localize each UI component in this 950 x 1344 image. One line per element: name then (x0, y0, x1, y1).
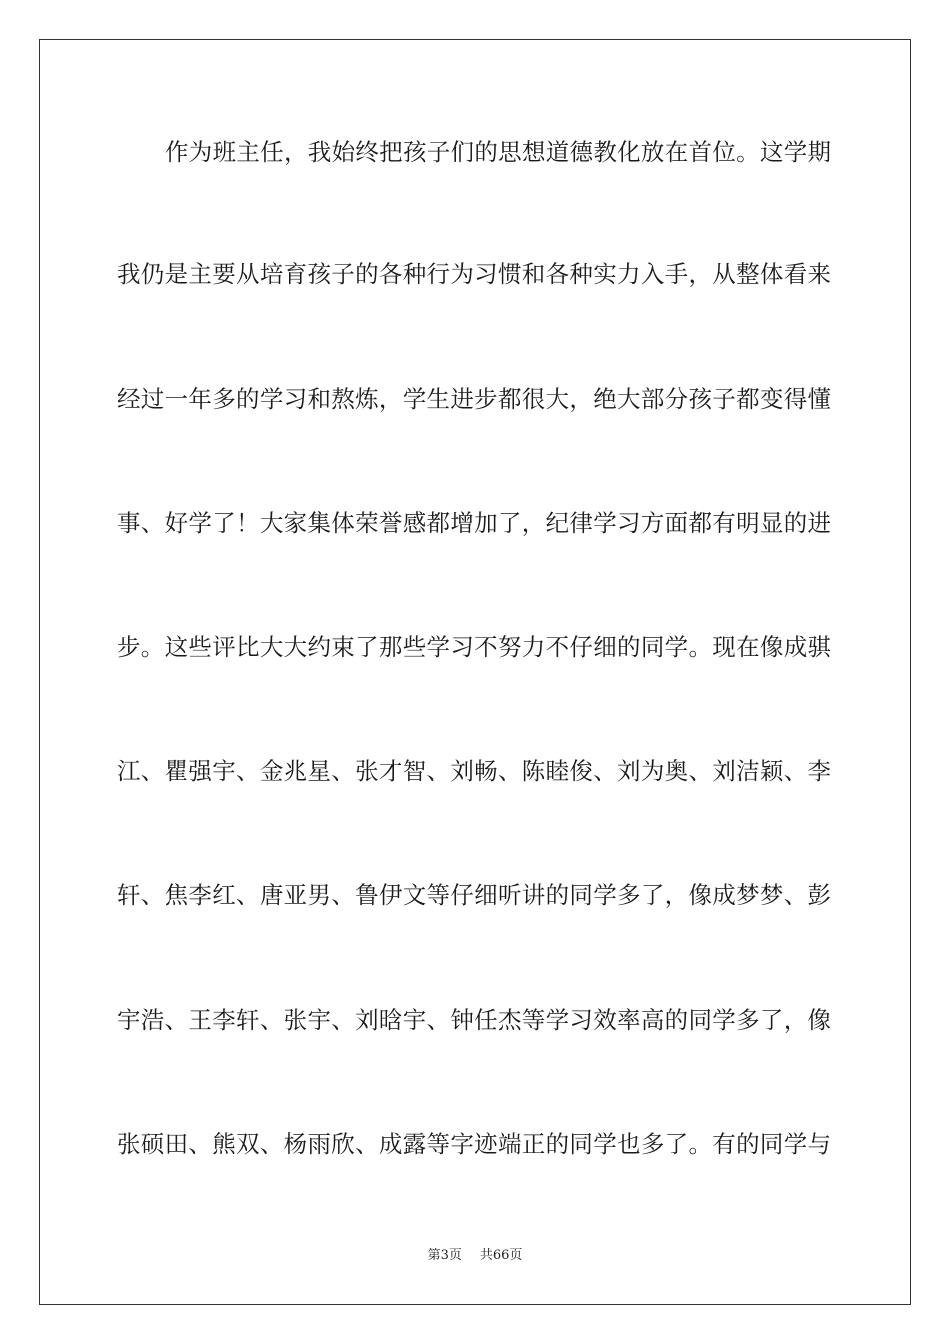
paragraph-line: 宇浩、王李轩、张宇、刘晗宇、钟任杰等学习效率高的同学多了，像 (117, 1006, 831, 1034)
paragraph-line: 轩、焦李红、唐亚男、鲁伊文等仔细听讲的同学多了，像成梦梦、彭 (117, 881, 831, 909)
page-total: 共66页 (479, 1248, 523, 1263)
paragraph-line: 江、瞿强宇、金兆星、张才智、刘畅、陈睦俊、刘为奥、刘洁颖、李 (117, 757, 831, 785)
page-footer (0, 1247, 950, 1265)
page-number: 第3页 (427, 1248, 462, 1263)
paragraph-line: 事、好学了！大家集体荣誉感都增加了，纪律学习方面都有明显的进 (117, 509, 831, 537)
page-border (39, 39, 911, 1305)
paragraph-line: 我仍是主要从培育孩子的各种行为习惯和各种实力入手，从整体看来 (117, 260, 831, 288)
paragraph-line: 步。这些评比大大约束了那些学习不努力不仔细的同学。现在像成骐 (117, 633, 831, 661)
paragraph-line: 经过一年多的学习和熬炼，学生进步都很大，绝大部分孩子都变得懂 (117, 385, 831, 413)
paragraph-line: 张硕田、熊双、杨雨欣、成露等字迹端正的同学也多了。有的同学与 (117, 1130, 831, 1158)
paragraph-line: 作为班主任，我始终把孩子们的思想道德教化放在首位。这学期 (165, 138, 831, 166)
